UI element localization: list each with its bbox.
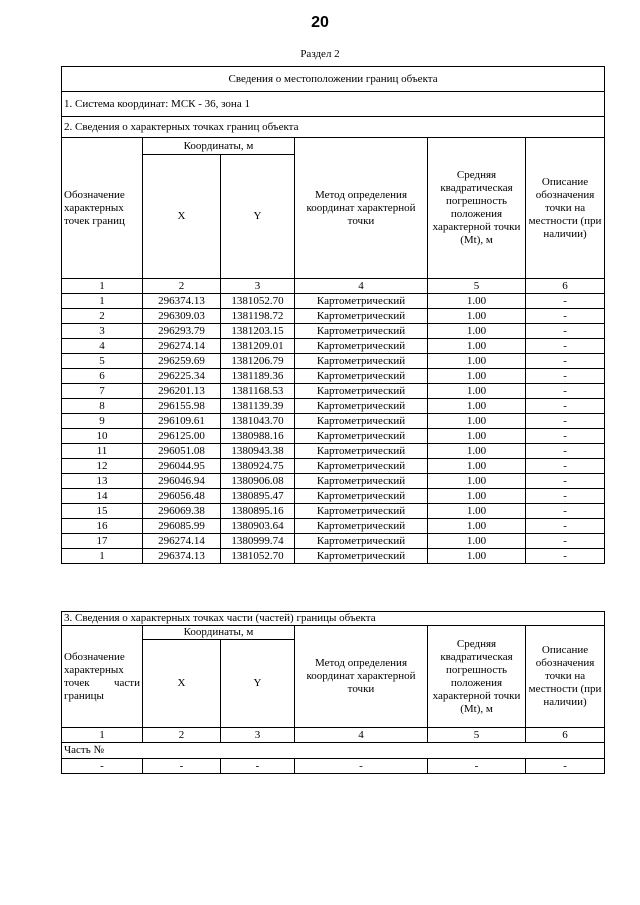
description: - bbox=[526, 489, 605, 504]
header-error: Средняя квадратическая погрешность положения характерной точки (Mt), м bbox=[428, 138, 526, 279]
empty-cell: - bbox=[526, 759, 605, 774]
table-row bbox=[62, 549, 605, 564]
col-num: 4 bbox=[295, 279, 428, 294]
coord-x: 296109.61 bbox=[143, 414, 221, 429]
method: Картометрический bbox=[295, 309, 428, 324]
method: Картометрический bbox=[295, 414, 428, 429]
mt-value: 1.00 bbox=[428, 459, 526, 474]
part-section-title: 3. Сведения о характерных точках части (частей) границы объекта bbox=[62, 612, 605, 626]
method: Картометрический bbox=[295, 504, 428, 519]
coord-x: 296046.94 bbox=[143, 474, 221, 489]
coord-x: 296125.00 bbox=[143, 429, 221, 444]
description: - bbox=[526, 519, 605, 534]
coord-y: 1380895.47 bbox=[221, 489, 295, 504]
description: - bbox=[526, 444, 605, 459]
description: - bbox=[526, 474, 605, 489]
point-number: 3 bbox=[62, 324, 143, 339]
description: - bbox=[526, 309, 605, 324]
mt-value: 1.00 bbox=[428, 474, 526, 489]
col-num: 6 bbox=[526, 279, 605, 294]
empty-cell: - bbox=[221, 759, 295, 774]
points-section-title: 2. Сведения о характерных точках границ объекта bbox=[62, 117, 605, 138]
table-row bbox=[62, 339, 605, 354]
coord-y: 1380903.64 bbox=[221, 519, 295, 534]
mt-value: 1.00 bbox=[428, 414, 526, 429]
point-number: 5 bbox=[62, 354, 143, 369]
coord-x: 296225.34 bbox=[143, 369, 221, 384]
table-row bbox=[62, 534, 605, 549]
coord-y: 1380943.38 bbox=[221, 444, 295, 459]
table-row bbox=[62, 369, 605, 384]
mt-value: 1.00 bbox=[428, 519, 526, 534]
point-number: 2 bbox=[62, 309, 143, 324]
empty-cell: - bbox=[62, 759, 143, 774]
col-num: 6 bbox=[526, 728, 605, 743]
header-x: X bbox=[143, 155, 221, 279]
point-number: 13 bbox=[62, 474, 143, 489]
coord-y: 1380906.08 bbox=[221, 474, 295, 489]
method: Картометрический bbox=[295, 339, 428, 354]
description: - bbox=[526, 534, 605, 549]
point-number: 10 bbox=[62, 429, 143, 444]
description: - bbox=[526, 504, 605, 519]
empty-part-row bbox=[62, 759, 605, 774]
col-num: 3 bbox=[221, 279, 295, 294]
coord-y: 1380924.75 bbox=[221, 459, 295, 474]
description: - bbox=[526, 339, 605, 354]
header-designation-part: Обозначение характерных точек части границы bbox=[62, 626, 143, 728]
mt-value: 1.00 bbox=[428, 504, 526, 519]
coord-y: 1381052.70 bbox=[221, 294, 295, 309]
point-number: 9 bbox=[62, 414, 143, 429]
method: Картометрический bbox=[295, 549, 428, 564]
table-row bbox=[62, 294, 605, 309]
coord-x: 296374.13 bbox=[143, 294, 221, 309]
header-description: Описание обозначения точки на местности (при наличии) bbox=[526, 138, 605, 279]
part-points-table bbox=[61, 611, 605, 774]
header-x-part: X bbox=[143, 640, 221, 728]
point-number: 11 bbox=[62, 444, 143, 459]
header-description-part: Описание обозначения точки на местности (при наличии) bbox=[526, 626, 605, 728]
description: - bbox=[526, 549, 605, 564]
point-number: 1 bbox=[62, 549, 143, 564]
point-number: 12 bbox=[62, 459, 143, 474]
table-row bbox=[62, 354, 605, 369]
coord-x: 296056.48 bbox=[143, 489, 221, 504]
method: Картометрический bbox=[295, 444, 428, 459]
header-method: Метод определения координат характерной точки bbox=[295, 138, 428, 279]
coord-y: 1380895.16 bbox=[221, 504, 295, 519]
point-number: 14 bbox=[62, 489, 143, 504]
col-num: 1 bbox=[62, 279, 143, 294]
empty-cell: - bbox=[428, 759, 526, 774]
header-coordinates-part: Координаты, м bbox=[143, 626, 295, 640]
table-row bbox=[62, 309, 605, 324]
header-method-part: Метод определения координат характерной точки bbox=[295, 626, 428, 728]
mt-value: 1.00 bbox=[428, 354, 526, 369]
method: Картометрический bbox=[295, 354, 428, 369]
header-designation: Обозначение характерных точек границ bbox=[62, 138, 143, 279]
header-error-part: Средняя квадратическая погрешность положения характерной точки (Mt), м bbox=[428, 626, 526, 728]
part-number-label: Часть № bbox=[62, 743, 605, 759]
coord-y: 1381209.01 bbox=[221, 339, 295, 354]
description: - bbox=[526, 399, 605, 414]
col-num: 3 bbox=[221, 728, 295, 743]
method: Картометрический bbox=[295, 399, 428, 414]
mt-value: 1.00 bbox=[428, 429, 526, 444]
coord-x: 296201.13 bbox=[143, 384, 221, 399]
table-title: Сведения о местоположении границ объекта bbox=[62, 67, 605, 92]
mt-value: 1.00 bbox=[428, 384, 526, 399]
coord-y: 1381139.39 bbox=[221, 399, 295, 414]
empty-cell: - bbox=[143, 759, 221, 774]
mt-value: 1.00 bbox=[428, 324, 526, 339]
col-num: 2 bbox=[143, 728, 221, 743]
empty-cell: - bbox=[295, 759, 428, 774]
coord-x: 296044.95 bbox=[143, 459, 221, 474]
coord-y: 1381052.70 bbox=[221, 549, 295, 564]
header-coordinates: Координаты, м bbox=[143, 138, 295, 155]
description: - bbox=[526, 294, 605, 309]
section-title: Раздел 2 bbox=[300, 48, 340, 60]
coord-y: 1381206.79 bbox=[221, 354, 295, 369]
page-number: 20 bbox=[311, 14, 329, 31]
point-number: 16 bbox=[62, 519, 143, 534]
boundary-points-table bbox=[61, 66, 605, 564]
coord-x: 296051.08 bbox=[143, 444, 221, 459]
point-number: 15 bbox=[62, 504, 143, 519]
table-row bbox=[62, 504, 605, 519]
method: Картометрический bbox=[295, 489, 428, 504]
col-num: 5 bbox=[428, 279, 526, 294]
table-row bbox=[62, 414, 605, 429]
coord-x: 296293.79 bbox=[143, 324, 221, 339]
mt-value: 1.00 bbox=[428, 444, 526, 459]
coord-y: 1381189.36 bbox=[221, 369, 295, 384]
point-number: 4 bbox=[62, 339, 143, 354]
method: Картометрический bbox=[295, 369, 428, 384]
method: Картометрический bbox=[295, 474, 428, 489]
col-num: 4 bbox=[295, 728, 428, 743]
column-numbers-row bbox=[62, 279, 605, 294]
description: - bbox=[526, 369, 605, 384]
mt-value: 1.00 bbox=[428, 369, 526, 384]
point-number: 6 bbox=[62, 369, 143, 384]
mt-value: 1.00 bbox=[428, 309, 526, 324]
description: - bbox=[526, 459, 605, 474]
col-num: 5 bbox=[428, 728, 526, 743]
description: - bbox=[526, 384, 605, 399]
mt-value: 1.00 bbox=[428, 549, 526, 564]
point-number: 1 bbox=[62, 294, 143, 309]
coord-x: 296374.13 bbox=[143, 549, 221, 564]
method: Картометрический bbox=[295, 534, 428, 549]
table-row bbox=[62, 474, 605, 489]
coord-y: 1380988.16 bbox=[221, 429, 295, 444]
method: Картометрический bbox=[295, 459, 428, 474]
table-row bbox=[62, 444, 605, 459]
table-row bbox=[62, 489, 605, 504]
description: - bbox=[526, 354, 605, 369]
coord-x: 296259.69 bbox=[143, 354, 221, 369]
method: Картометрический bbox=[295, 519, 428, 534]
method: Картометрический bbox=[295, 429, 428, 444]
header-y: Y bbox=[221, 155, 295, 279]
coord-y: 1380999.74 bbox=[221, 534, 295, 549]
mt-value: 1.00 bbox=[428, 534, 526, 549]
col-num: 1 bbox=[62, 728, 143, 743]
coord-x: 296274.14 bbox=[143, 339, 221, 354]
header-y-part: Y bbox=[221, 640, 295, 728]
table-row bbox=[62, 519, 605, 534]
coord-x: 296085.99 bbox=[143, 519, 221, 534]
method: Картометрический bbox=[295, 324, 428, 339]
coord-y: 1381043.70 bbox=[221, 414, 295, 429]
table-row bbox=[62, 429, 605, 444]
point-number: 7 bbox=[62, 384, 143, 399]
mt-value: 1.00 bbox=[428, 399, 526, 414]
table-row bbox=[62, 459, 605, 474]
table-row bbox=[62, 384, 605, 399]
coord-x: 296155.98 bbox=[143, 399, 221, 414]
point-number: 17 bbox=[62, 534, 143, 549]
point-number: 8 bbox=[62, 399, 143, 414]
coord-y: 1381198.72 bbox=[221, 309, 295, 324]
coord-y: 1381203.15 bbox=[221, 324, 295, 339]
description: - bbox=[526, 414, 605, 429]
mt-value: 1.00 bbox=[428, 489, 526, 504]
mt-value: 1.00 bbox=[428, 339, 526, 354]
description: - bbox=[526, 429, 605, 444]
description: - bbox=[526, 324, 605, 339]
col-num: 2 bbox=[143, 279, 221, 294]
coord-y: 1381168.53 bbox=[221, 384, 295, 399]
coord-x: 296309.03 bbox=[143, 309, 221, 324]
method: Картометрический bbox=[295, 294, 428, 309]
coord-x: 296274.14 bbox=[143, 534, 221, 549]
mt-value: 1.00 bbox=[428, 294, 526, 309]
table-row bbox=[62, 399, 605, 414]
method: Картометрический bbox=[295, 384, 428, 399]
coordinate-system: 1. Система координат: МСК - 36, зона 1 bbox=[62, 92, 605, 117]
column-numbers-row-part bbox=[62, 728, 605, 743]
table-row bbox=[62, 324, 605, 339]
coord-x: 296069.38 bbox=[143, 504, 221, 519]
